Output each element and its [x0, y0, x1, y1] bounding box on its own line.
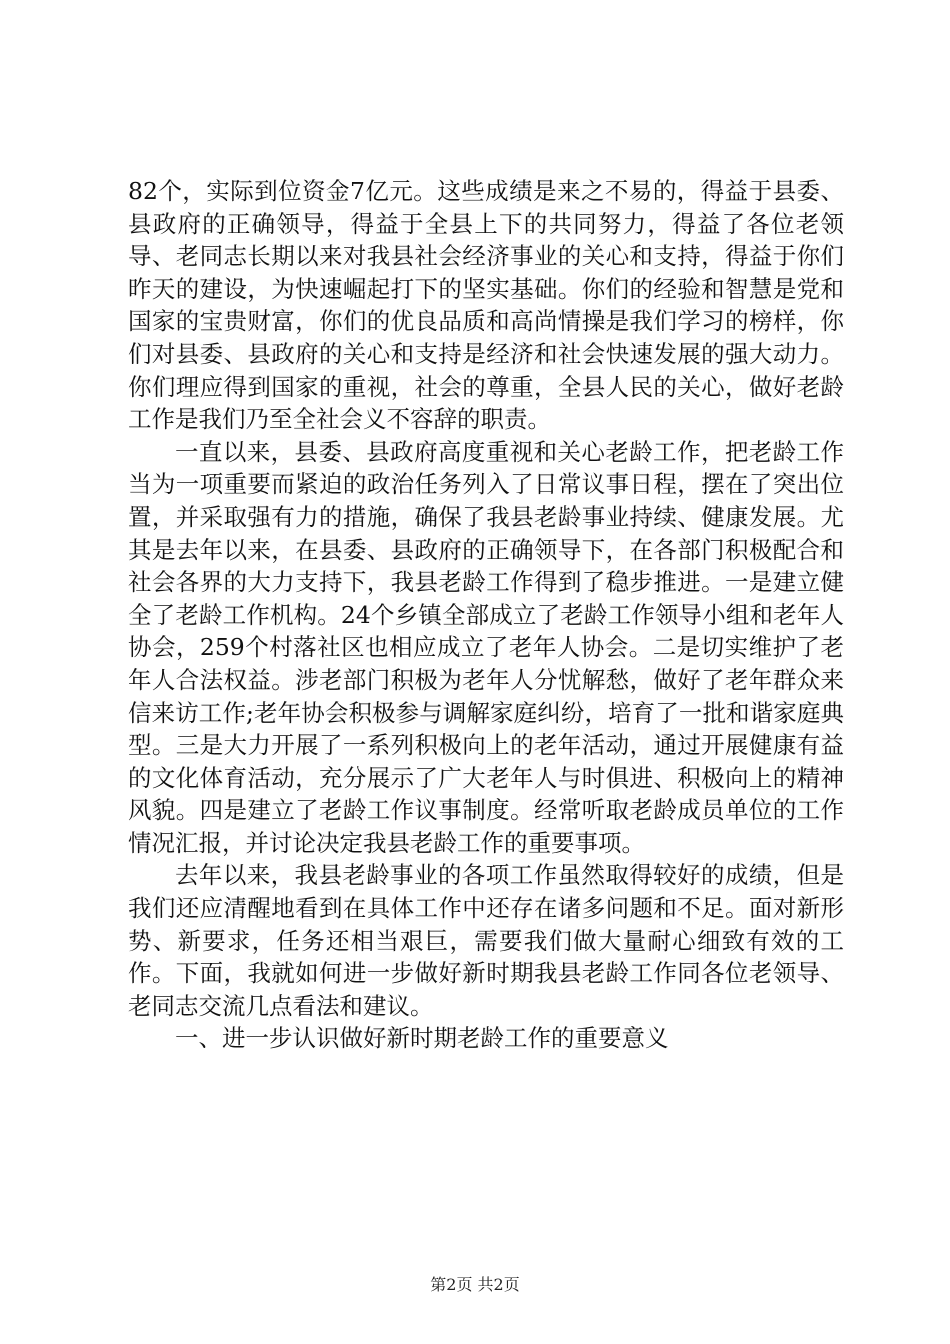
- paragraph-2: 一直以来，县委、县政府高度重视和关心老龄工作，把老龄工作当为一项重要而紧迫的政治任务列入了日常议事日程，摆在了突出位置，并采取强有力的措施，确保了我县老龄事业持续、健康发展。尤其是去年以来，在县委、县政府的正确领导下，在各部门积极配合和社会各界的大力支持下，我县老龄工作得到了稳步推进。一是建立健全了老龄工作机构。24个乡镇全部成立了老龄工作领导小组和老年人协会，259个村落社区也相应成立了老年人协会。二是切实维护了老年人合法权益。涉老部门积极为老年人分忧解愁，做好了老年群众来信来访工作;老年协会积极参与调解家庭纠纷，培育了一批和谐家庭典型。三是大力开展了一系列积极向上的老年活动，通过开展健康有益的文化体育活动，充分展示了广大老年人与时俱进、积极向上的精神风貌。四是建立了老龄工作议事制度。经常听取老龄成员单位的工作情况汇报，并讨论决定我县老龄工作的重要事项。: [128, 437, 844, 857]
- page-footer: [0, 1272, 950, 1295]
- section-heading: 一、进一步认识做好新时期老龄工作的重要意义: [175, 1024, 669, 1053]
- paragraph-1: 82个，实际到位资金7亿元。这些成绩是来之不易的，得益于县委、县政府的正确领导，得益于全县上下的共同努力，得益了各位老领导、老同志长期以来对我县社会经济事业的关心和支持，得益于你们昨天的建设，为快速崛起打下的坚实基础。你们的经验和智慧是党和国家的宝贵财富，你们的优良品质和高尚情操是我们学习的榜样，你们对县委、县政府的关心和支持是经济和社会快速发展的强大动力。你们理应得到国家的重视，社会的尊重，全县人民的关心，做好老龄工作是我们乃至全社会义不容辞的职责。: [128, 177, 844, 434]
- document-body: [128, 175, 844, 1055]
- paragraph-3: 去年以来，我县老龄事业的各项工作虽然取得较好的成绩，但是我们还应清醒地看到在具体工作中还存在诸多问题和不足。面对新形势、新要求，任务还相当艰巨，需要我们做大量耐心细致有效的工作。下面，我就如何进一步做好新时期我县老龄工作同各位老领导、老同志交流几点看法和建议。: [128, 861, 844, 1020]
- page-number: 第2页 共2页: [430, 1275, 520, 1294]
